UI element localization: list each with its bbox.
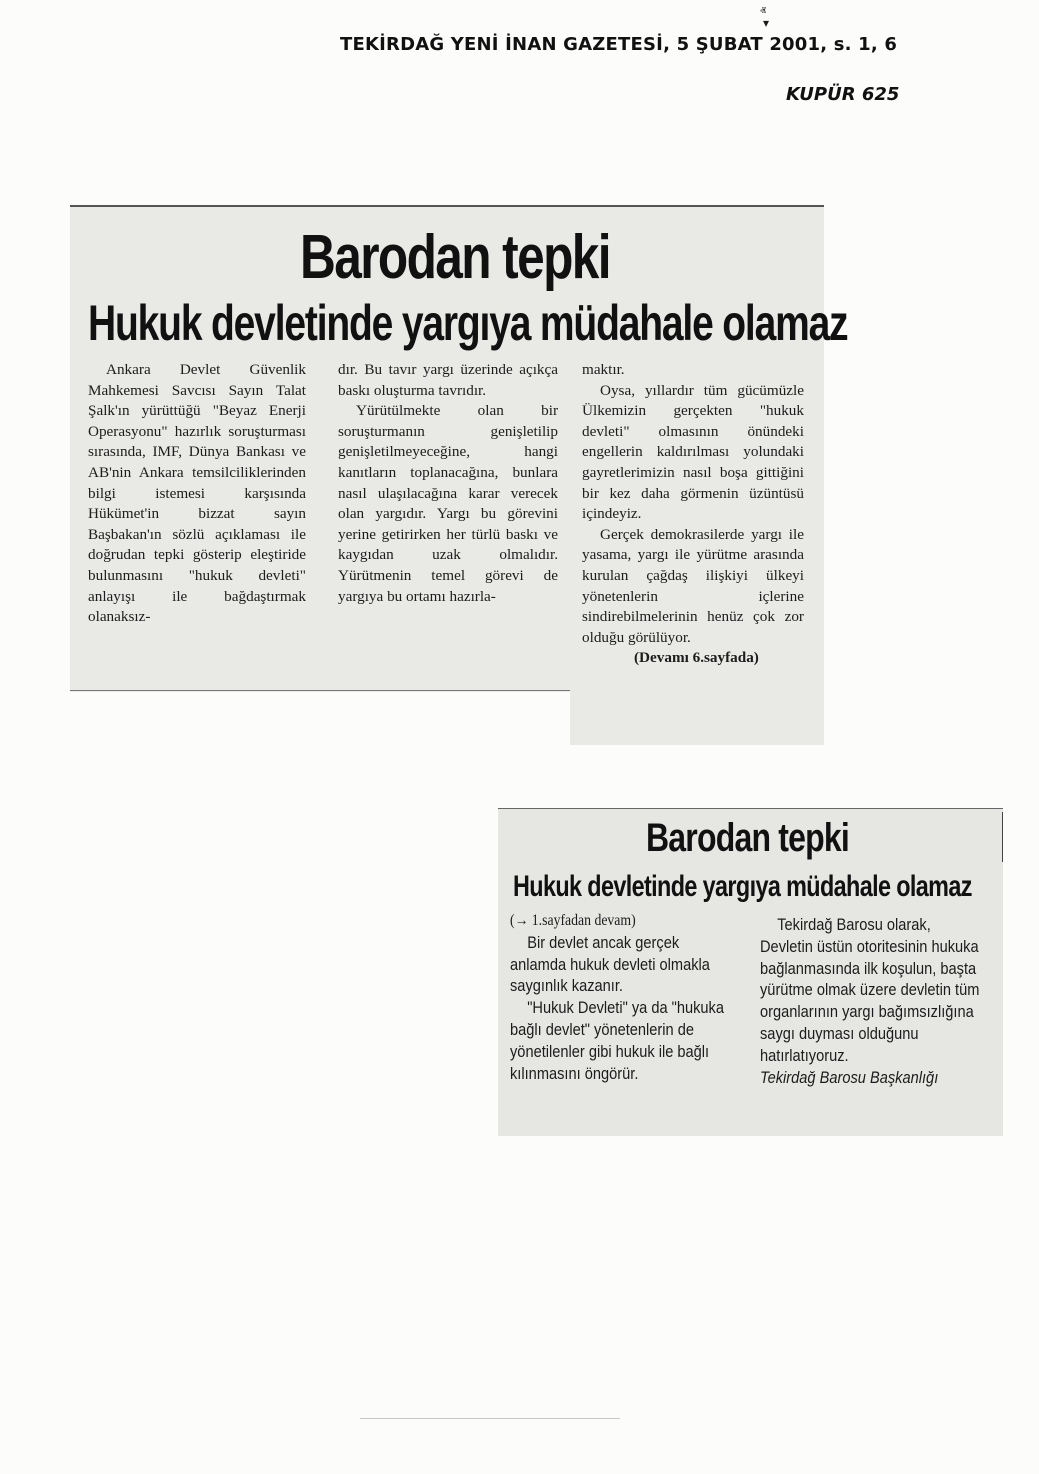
paragraph: Bir devlet ancak gerçek anlamda hukuk devleti olmakla saygınlık kazanır. <box>510 932 710 996</box>
paragraph: "Hukuk Devleti" ya da "hukuka bağlı devlet" yönetenlerin de yönetilenler gibi hukuk ile bağlı kılınmasını öngörür. <box>510 998 724 1083</box>
article-1-title: Barodan tepki <box>300 223 610 292</box>
paragraph: Ankara Devlet Güvenlik Mahkemesi Savcısı Sayın Talat Şalk'ın yürüttüğü "Beyaz Enerji Operasyonu" hazırlık soruşturması sırasında, IMF, Dünya Bankası ve AB'nin Ankara temsilciliklerinden bilgi istemesi karşısında Hükümet'in bizzat sayın Başbakan'ın sözlü açıklaması ile doğrudan tepki gösterip eleştiride bulunmasını "hukuk devleti" anlayışı ile bağdaştırmak olanaksız- <box>88 361 306 626</box>
continued-note: (Devamı 6.sayfada) <box>634 649 759 667</box>
article-2-column-2 <box>760 914 987 1088</box>
clipping-1-top-rule <box>70 205 824 207</box>
paragraph: maktır. <box>582 361 625 378</box>
paragraph: Tekirdağ Barosu olarak, Devletin üstün otoritesinin hukuka bağlanmasında ilk koşulun, başta yürütme olmak üzere devletin tüm organlarının yargı bağımsızlığına saygı duyması olduğunu hatırlatıyoruz. <box>760 915 980 1065</box>
article-1-subtitle: Hukuk devletinde yargıya müdahale olamaz <box>88 295 848 351</box>
scan-mark: ⱏ <box>760 4 766 18</box>
paragraph: Gerçek demokrasilerde yargı ile yasama, yargı ile yürütme arasında kurulan çağdaş ilişkiyi ülkeyi yönetenlerin içlerine sindirebilmelerinin henüz çok zor olduğu görülüyor. <box>582 525 804 646</box>
clipping-1-bottom-rule <box>70 690 570 691</box>
clipping-2-top-rule <box>498 808 1003 809</box>
paragraph: dır. Bu tavır yargı üzerinde açıkça baskı oluşturma tavrıdır. <box>338 361 558 399</box>
signature: Tekirdağ Barosu Başkanlığı <box>760 1067 939 1087</box>
paragraph: Yürütülmekte olan bir soruşturmanın genişletilip genişletilmeyeceğine, hangi kanıtların toplanacağına, bunlara nasıl ulaşılacağına karar verecek olan yargıdır. Yargı bu görevini yerine getirirken her türlü baskı ve kaygıdan uzak olmalıdır. Yürütmenin temel görevi de yargıya bu ortamı hazırla- <box>338 402 558 605</box>
article-2-title: Barodan tepki <box>646 816 849 860</box>
clipping-id: KUPÜR 625 <box>786 84 900 105</box>
scan-artifact-line <box>360 1418 620 1419</box>
paragraph: Oysa, yıllardır tüm gücümüzle Ülkemizin gerçekten "hukuk devleti" olmasının önündeki engellerin kaldırılması yolundaki gayretlerimizin nasıl boşa gittiğini bir kez daha görmenin üzüntüsü içindeyiz. <box>582 381 804 523</box>
article-2-column-1 <box>510 910 734 1084</box>
scan-mark: ▾ <box>763 16 770 30</box>
from-page-note: (→ 1.sayfadan devam) <box>510 912 636 929</box>
article-1-column-2 <box>338 360 558 607</box>
source-header: TEKİRDAĞ YENİ İNAN GAZETESİ, 5 ŞUBAT 2001, s. 1, 6 <box>340 34 898 55</box>
article-2-subtitle: Hukuk devletinde yargıya müdahale olamaz <box>513 870 972 903</box>
article-1-column-3 <box>582 360 804 669</box>
article-1-column-1 <box>88 360 306 628</box>
clipping-2-side-rule <box>1002 812 1003 862</box>
